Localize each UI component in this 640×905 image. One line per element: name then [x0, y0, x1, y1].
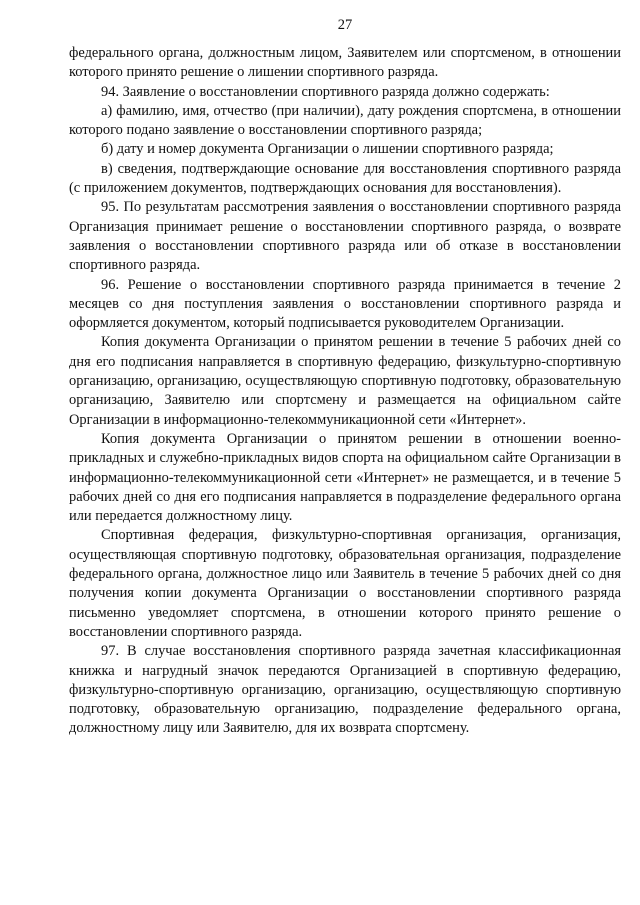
paragraph: а) фамилию, имя, отчество (при наличии), дату рождения спортсмена, в отношении которого подано заявление о восстановлении спортивного разряда;	[69, 102, 621, 139]
paragraph: Копия документа Организации о принятом решении в течение 5 рабочих дней со дня его подписания направляется в спортивную федерацию, физкультурно-спортивную организацию, организацию, осуществляющую спортивную подготовку, образовательную организацию, Заявителю или спортсмену и размещается на официальном сайте Организации в информационно-телекоммуникационной сети «Интернет».	[69, 334, 621, 428]
paragraph: 94. Заявление о восстановлении спортивного разряда должно содержать:	[101, 83, 550, 100]
paragraph: Копия документа Организации о принятом решении в отношении военно-прикладных и служебно-прикладных видов спорта на официальном сайте Организации в информационно-телекоммуникационной сети «Интернет» не размещается, и в течение 5 рабочих дней со дня его подписания направляется в подразделение федерального органа или передается должностному лицу.	[69, 430, 621, 525]
paragraph: Спортивная федерация, физкультурно-спортивная организация, организация, осуществляющая спортивную подготовку, образовательная организация, подразделение федерального органа, должностное лицо или Заявитель в течение 5 рабочих дней со дня получения копии документа Организации о восстановлении спортивного разряда письменно уведомляет спортсмена, в отношении которого принято решение о восстановлении спортивного разряда.	[69, 527, 621, 640]
paragraph: федерального органа, должностным лицом, Заявителем или спортсменом, в отношении которого принято решение о лишении спортивного разряда.	[69, 45, 621, 81]
paragraph: 96. Решение о восстановлении спортивного разряда принимается в течение 2 месяцев со дня поступления заявления о восстановлении спортивного разряда и оформляется документом, который подписывается руководителем Организации.	[69, 276, 621, 332]
page-number: 27	[337, 17, 353, 33]
document-body	[69, 44, 621, 739]
paragraph: в) сведения, подтверждающие основание для восстановления спортивного разряда (с приложением документов, подтверждающих основания для восстановления).	[69, 160, 621, 197]
paragraph: 97. В случае восстановления спортивного разряда зачетная классификационная книжка и нагрудный значок передаются Организацией в спортивную федерацию, физкультурно-спортивную организацию, организацию, осуществляющую спортивную подготовку, образовательную организацию, подразделение федерального органа, должностному лицу или Заявителю, для их возврата спортсмену.	[69, 643, 621, 737]
paragraph: 95. По результатам рассмотрения заявления о восстановлении спортивного разряда Организация принимает решение о восстановлении спортивного разряда, о возврате заявления о восстановлении спортивного разряда или об отказе в восстановлении спортивного разряда.	[69, 199, 621, 274]
document-page	[69, 16, 621, 739]
paragraph: б) дату и номер документа Организации о лишении спортивного разряда;	[101, 141, 554, 158]
